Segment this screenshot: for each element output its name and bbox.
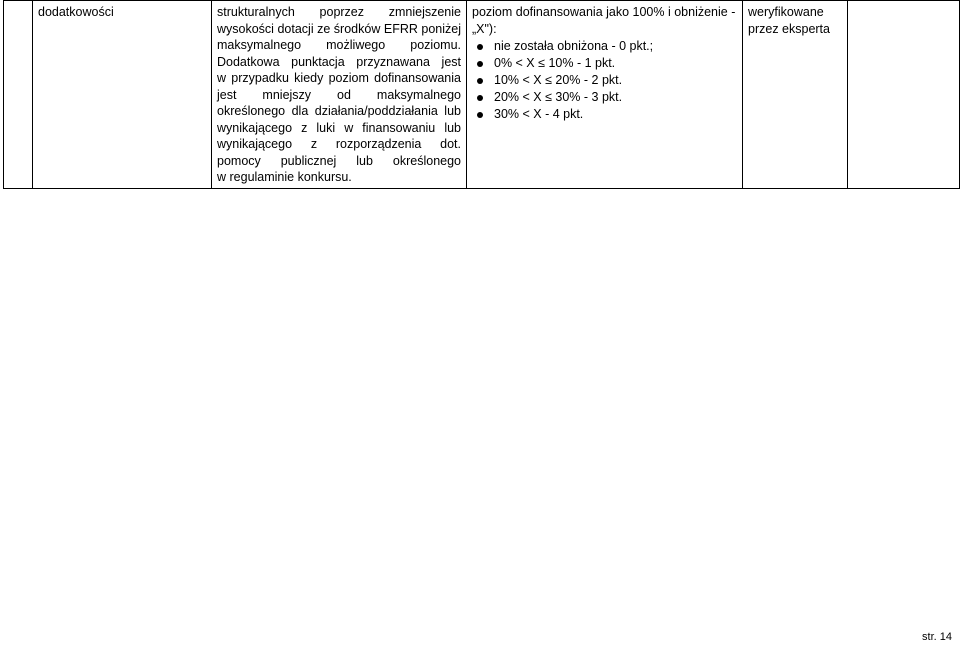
list-item: 30% < X - 4 pkt. [472, 106, 737, 123]
bullet-icon [477, 95, 483, 101]
description-line: określonego dla działania/poddziałania lub [217, 104, 461, 118]
scoring-lead: „X"): [472, 21, 497, 36]
list-item: 20% < X ≤ 30% - 3 pkt. [472, 89, 737, 106]
criterion-cell [33, 1, 212, 189]
bullet-icon [477, 44, 483, 50]
verification-line: przez eksperta [748, 21, 830, 36]
description-line: strukturalnych poprzez zmniejszenie [217, 5, 461, 19]
description-line: w regulaminie konkursu. [217, 170, 352, 184]
scoring-cell [467, 1, 743, 189]
bullet-icon [477, 112, 483, 118]
description-line: wynikającego z luki w finansowaniu lub [217, 120, 461, 135]
description-line: pomocy publicznej lub określonego [217, 153, 461, 168]
criterion-label: dodatkowości [38, 5, 114, 19]
bullet-icon [477, 78, 483, 84]
criteria-table [3, 0, 960, 189]
description-line: w przypadku kiedy poziom dofinansowania [217, 71, 461, 85]
page-number: str. 14 [922, 631, 952, 643]
description-line: maksymalnego możliwego poziomu. [217, 38, 461, 52]
table-row [4, 1, 960, 189]
list-item: 10% < X ≤ 20% - 2 pkt. [472, 72, 737, 89]
blank-cell [848, 1, 960, 189]
description-line: wysokości dotacji ze środków EFRR poniżej [217, 21, 461, 36]
description-line: jest mniejszy od maksymalnego [217, 87, 461, 102]
verification-cell [743, 1, 848, 189]
bullet-icon [477, 61, 483, 67]
scoring-list [472, 38, 737, 123]
list-item: nie została obniżona - 0 pkt.; [472, 38, 737, 55]
index-cell [4, 1, 33, 189]
description-cell [212, 1, 467, 189]
description-line: Dodatkowa punktacja przyznawana jest [217, 54, 461, 69]
scoring-lead: poziom dofinansowania jako 100% i obniżenie - [472, 5, 736, 19]
list-item: 0% < X ≤ 10% - 1 pkt. [472, 55, 737, 72]
description-line: wynikającego z rozporządzenia dot. [217, 137, 461, 151]
verification-line: weryfikowane [748, 5, 824, 19]
